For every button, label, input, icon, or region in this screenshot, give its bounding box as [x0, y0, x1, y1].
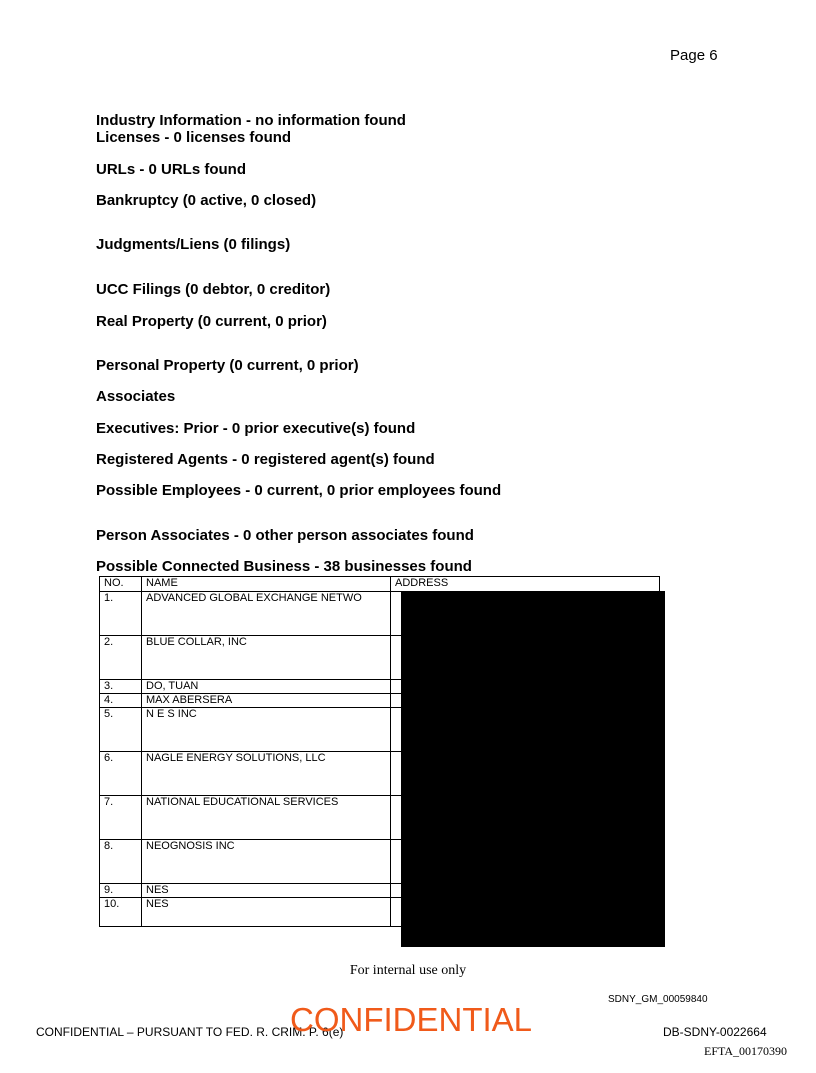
- header-address: ADDRESS: [391, 577, 660, 592]
- confidential-grand-jury-notice: CONFIDENTIAL – PURSUANT TO FED. R. CRIM. P. 6(e): [36, 1025, 344, 1039]
- internal-use-notice: For internal use only: [349, 963, 467, 978]
- row-name: DO, TUAN: [142, 680, 391, 694]
- judgments-liens-heading: Judgments/Liens (0 filings): [96, 236, 291, 253]
- connected-business-heading: Possible Connected Business - 38 businesses found: [96, 558, 472, 575]
- row-no: 7.: [100, 796, 142, 840]
- row-no: 4.: [100, 694, 142, 708]
- confidential-stamp: CONFIDENTIAL: [290, 1001, 533, 1038]
- industry-information-heading: Industry Information - no information found: [96, 112, 406, 129]
- real-property-heading: Real Property (0 current, 0 prior): [96, 313, 327, 330]
- page-number: Page 6: [670, 47, 718, 64]
- header-no: NO.: [100, 577, 142, 592]
- row-name: NATIONAL EDUCATIONAL SERVICES: [142, 796, 391, 840]
- ucc-filings-heading: UCC Filings (0 debtor, 0 creditor): [96, 281, 331, 298]
- bankruptcy-heading: Bankruptcy (0 active, 0 closed): [96, 192, 317, 209]
- licenses-heading: Licenses - 0 licenses found: [96, 129, 292, 146]
- row-no: 10.: [100, 898, 142, 927]
- row-no: 5.: [100, 708, 142, 752]
- row-no: 2.: [100, 636, 142, 680]
- db-sdny-number: DB-SDNY-0022664: [663, 1025, 767, 1039]
- row-name: NES: [142, 898, 391, 927]
- row-name: N E S INC: [142, 708, 391, 752]
- row-no: 6.: [100, 752, 142, 796]
- address-redaction-block: [401, 591, 665, 947]
- row-name: NEOGNOSIS INC: [142, 840, 391, 884]
- row-no: 9.: [100, 884, 142, 898]
- row-name: ADVANCED GLOBAL EXCHANGE NETWO: [142, 592, 391, 636]
- registered-agents-heading: Registered Agents - 0 registered agent(s) found: [96, 451, 435, 468]
- header-name: NAME: [142, 577, 391, 592]
- urls-heading: URLs - 0 URLs found: [96, 161, 246, 178]
- row-name: MAX ABERSERA: [142, 694, 391, 708]
- table-header-row: [100, 577, 660, 592]
- associates-heading: Associates: [96, 388, 176, 405]
- personal-property-heading: Personal Property (0 current, 0 prior): [96, 357, 359, 374]
- row-no: 8.: [100, 840, 142, 884]
- row-name: NAGLE ENERGY SOLUTIONS, LLC: [142, 752, 391, 796]
- possible-employees-heading: Possible Employees - 0 current, 0 prior employees found: [96, 482, 502, 499]
- row-no: 3.: [100, 680, 142, 694]
- person-associates-heading: Person Associates - 0 other person associates found: [96, 527, 474, 544]
- efta-number: EFTA_00170390: [704, 1044, 788, 1058]
- sdny-bates-number: SDNY_GM_00059840: [608, 994, 708, 1005]
- row-name: NES: [142, 884, 391, 898]
- row-name: BLUE COLLAR, INC: [142, 636, 391, 680]
- executives-heading: Executives: Prior - 0 prior executive(s) found: [96, 420, 416, 437]
- row-no: 1.: [100, 592, 142, 636]
